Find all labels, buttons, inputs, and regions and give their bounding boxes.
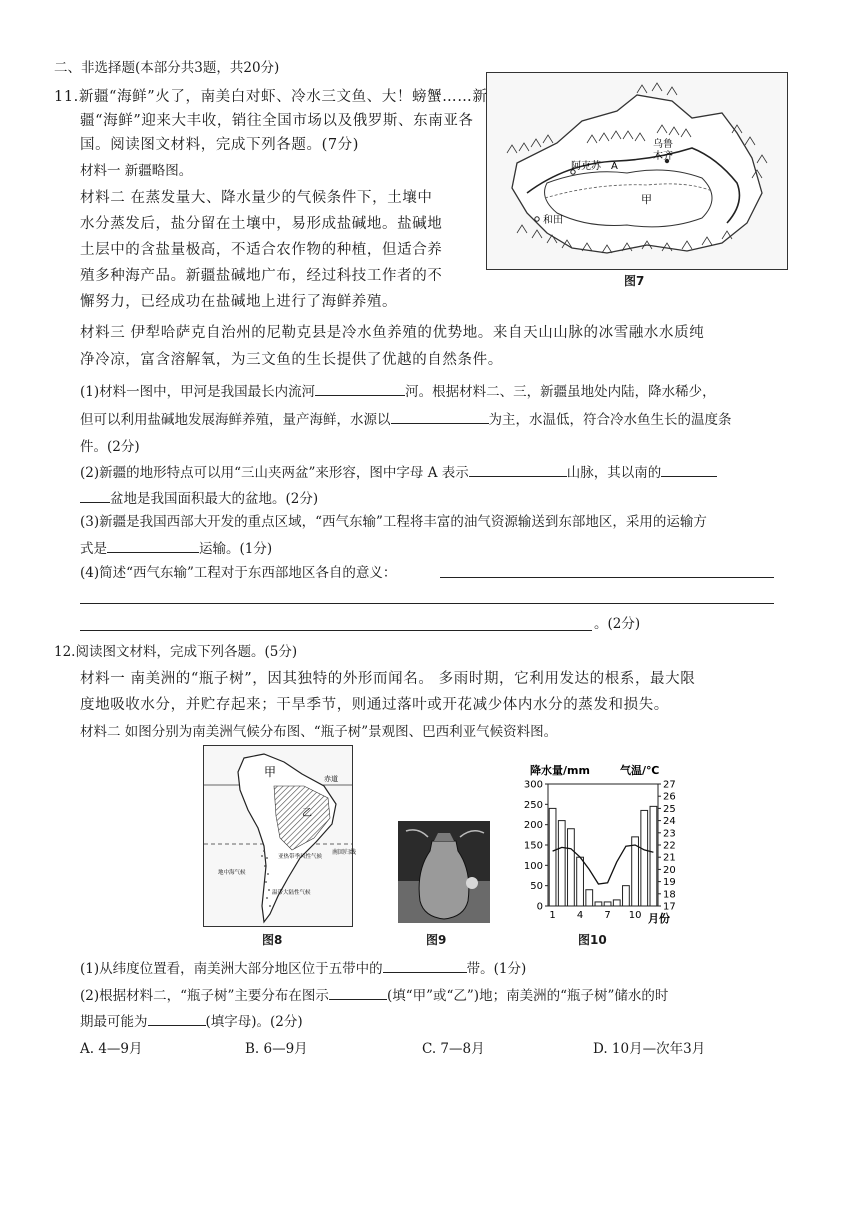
option-a[interactable]: A. 4—9月 [80,1041,143,1057]
option-c[interactable]: C. 7—8月 [422,1041,485,1057]
q11-part1-line1: (1)材料一图中，甲河是我国最长内流河 河。根据材料二、三，新疆虽地处内陆，降水稀少， [80,381,716,402]
answer-blank-4b[interactable] [80,488,110,503]
y-tick-label: 100 [523,860,543,872]
y2-tick-label: 25 [663,803,676,815]
y-tick-label: 50 [530,881,543,893]
q11-part3-line2: 式是 运输。(1分) [80,538,272,559]
q12-material2: 材料二 如图分别为南美洲气候分布图、“瓶子树”景观图、巴西利亚气候资料图。 [80,724,558,740]
q11-material2-line3: 土层中的含盐量极高，不适合农作物的种植，但适合养 [80,242,443,258]
precip-bar [568,829,575,906]
fig8-label-med: 地中海气候 [218,870,246,876]
bottle-tree-photo [398,821,490,923]
x-tick-label: 7 [604,910,611,921]
y2-tick-label: 23 [663,828,676,840]
answer-blank-1[interactable] [315,381,405,396]
q11-part4-prompt: (4)简述“西气东输”工程对于东西部地区各自的意义： [80,565,397,581]
y2-tick-label: 22 [663,840,676,852]
q11-material3-line2: 净冷凉，富含溶解氧，为三文鱼的生长提供了优越的自然条件。 [80,352,503,368]
q11-intro-line1: 11.新疆“海鲜”火了，南美白对虾、冷水三文鱼、大！螃蟹……新 [54,89,488,105]
q11-part2-line1: (2)新疆的地形特点可以用“三山夹两盆”来形容，图中字母 A 表示 山脉，其以南的 [80,462,717,483]
x-tick-label: 4 [576,910,584,921]
chart-xlabel: 月份 [648,912,670,925]
answer-line-1[interactable] [440,577,774,578]
precip-bar [623,886,630,906]
answer-line-2[interactable] [80,603,774,604]
q12-part1: (1)从纬度位置看，南美洲大部分地区位于五带中的 带。(1分) [80,958,526,979]
fig8-label-jia: 甲 [264,765,277,779]
precip-bar [595,902,602,906]
fig8-caption: 图8 [262,933,283,947]
y2-tick-label: 27 [663,779,676,791]
q11-part1-line3: 件。(2分) [80,439,140,455]
q11-intro-line2: 疆“海鲜”迎来大丰收，销往全国市场以及俄罗斯、东南亚各 [80,113,474,129]
map-label-urumqi-1: 乌鲁 [653,139,673,150]
y2-tick-label: 17 [663,901,676,913]
q11-material2-line4: 殖多种海产品。新疆盐碱地广布，经过科技工作者的不 [80,268,443,284]
x-tick-label: 1 [549,910,556,921]
precip-bar [650,806,657,906]
fig10-caption: 图10 [578,933,607,947]
q11-material2-line1: 材料二 在蒸发量大、降水量少的气候条件下，土壤中 [80,190,433,206]
y2-tick-label: 19 [663,877,676,889]
y-tick-label: 200 [523,820,543,832]
fig8-label-yi: 乙 [302,808,312,819]
q12-material1-line1: 材料一 南美洲的“瓶子树”，因其独特的外形而闻名。 多雨时期，它利用发达的根系，最大限 [80,671,696,687]
map-label-A: A [611,161,618,172]
q12-part2-line1: (2)根据材料二，“瓶子树”主要分布在图示 (填“甲”或“乙”)地；南美洲的“瓶子树”储水的时 [80,985,668,1006]
answer-blank-3[interactable] [469,462,567,477]
y2-tick-label: 21 [663,852,676,864]
x-tick-label: 10 [628,910,642,921]
option-d[interactable]: D. 10月—次年3月 [593,1041,706,1057]
answer-blank-6[interactable] [383,958,467,973]
fig8-label-subtropical: 亚热带季风性气候 [278,854,323,860]
q11-part2-line2: 盆地是我国面积最大的盆地。(2分) [80,488,318,509]
answer-blank-5[interactable] [107,538,199,553]
chart-ylabel-left: 降水量/mm [530,764,590,777]
y2-tick-label: 24 [663,816,676,828]
q12-intro: 12.阅读图文材料，完成下列各题。(5分) [54,644,298,660]
q12-part2-line2: 期最可能为 (填字母)。(2分) [80,1011,303,1032]
xinjiang-map [486,72,788,270]
q11-material2-line5: 懈努力，已经成功在盐碱地上进行了海鲜养殖。 [80,294,398,310]
fig7-caption: 图7 [624,274,645,288]
y2-tick-label: 18 [663,889,676,901]
answer-line-3[interactable] [80,630,592,631]
precip-bar [586,890,593,906]
q11-intro-line3: 国。阅读图文材料，完成下列各题。(7分) [80,137,360,153]
q12-material1-line2: 度地吸收水分，并贮存起来；干旱季节，则通过落叶或开花减少体内水分的蒸发和损失。 [80,697,669,713]
map-label-jia: 甲 [641,193,652,206]
fig8-label-equator: 赤道 [324,775,338,783]
map-label-urumqi-2: 木齐 [653,151,673,162]
chart-ylabel-right: 气温/℃ [620,764,660,777]
y-tick-label: 0 [536,901,543,913]
brasilia-climate-chart [512,762,690,926]
option-b[interactable]: B. 6—9月 [245,1041,308,1057]
y2-tick-label: 26 [663,791,676,803]
precip-bar [632,837,639,906]
q11-part3-line1: (3)新疆是我国西部大开发的重点区域，“西气东输”工程将丰富的油气资源输送到东部地区，采用的运输方 [80,514,707,530]
precip-bar [577,857,584,906]
y-tick-label: 150 [523,840,543,852]
answer-blank-8[interactable] [148,1011,206,1026]
q11-material2-line2: 水分蒸发后，盐分留在土壤中，易形成盐碱地。盐碱地 [80,216,443,232]
fig9-caption: 图9 [426,933,447,947]
chart-plot-area [524,780,676,922]
south-america-climate-map [203,745,357,927]
y2-tick-label: 20 [663,864,676,876]
y-tick-label: 250 [523,799,543,811]
precip-bar [549,808,556,906]
precip-bar [604,902,611,906]
answer-blank-7[interactable] [329,985,387,1000]
q11-part4-end: 。(2分) [594,616,641,632]
fig8-label-tropic: 南回归线 [332,849,357,856]
section-heading: 二、非选择题(本部分共3题，共20分) [54,60,280,76]
fig8-label-temperate: 温带大陆性气候 [272,890,311,896]
y-tick-label: 300 [523,779,543,791]
answer-blank-4a[interactable] [661,462,717,477]
precip-bar [641,810,648,906]
precip-bar [558,821,565,906]
q11-material3-line1: 材料三 伊犁哈萨克自治州的尼勒克县是冷水鱼养殖的优势地。来自天山山脉的冰雪融水水质纯 [80,325,705,341]
q11-material1: 材料一 新疆略图。 [80,163,193,179]
q11-part1-line2: 但可以利用盐碱地发展海鲜养殖，量产海鲜，水源以 为主，水温低，符合冷水鱼生长的温度条 [80,409,732,430]
map-label-aksu: 阿克苏 [571,161,601,172]
answer-blank-2[interactable] [391,409,489,424]
map-label-hotan: 和田 [543,215,563,226]
precip-bar [613,900,620,906]
